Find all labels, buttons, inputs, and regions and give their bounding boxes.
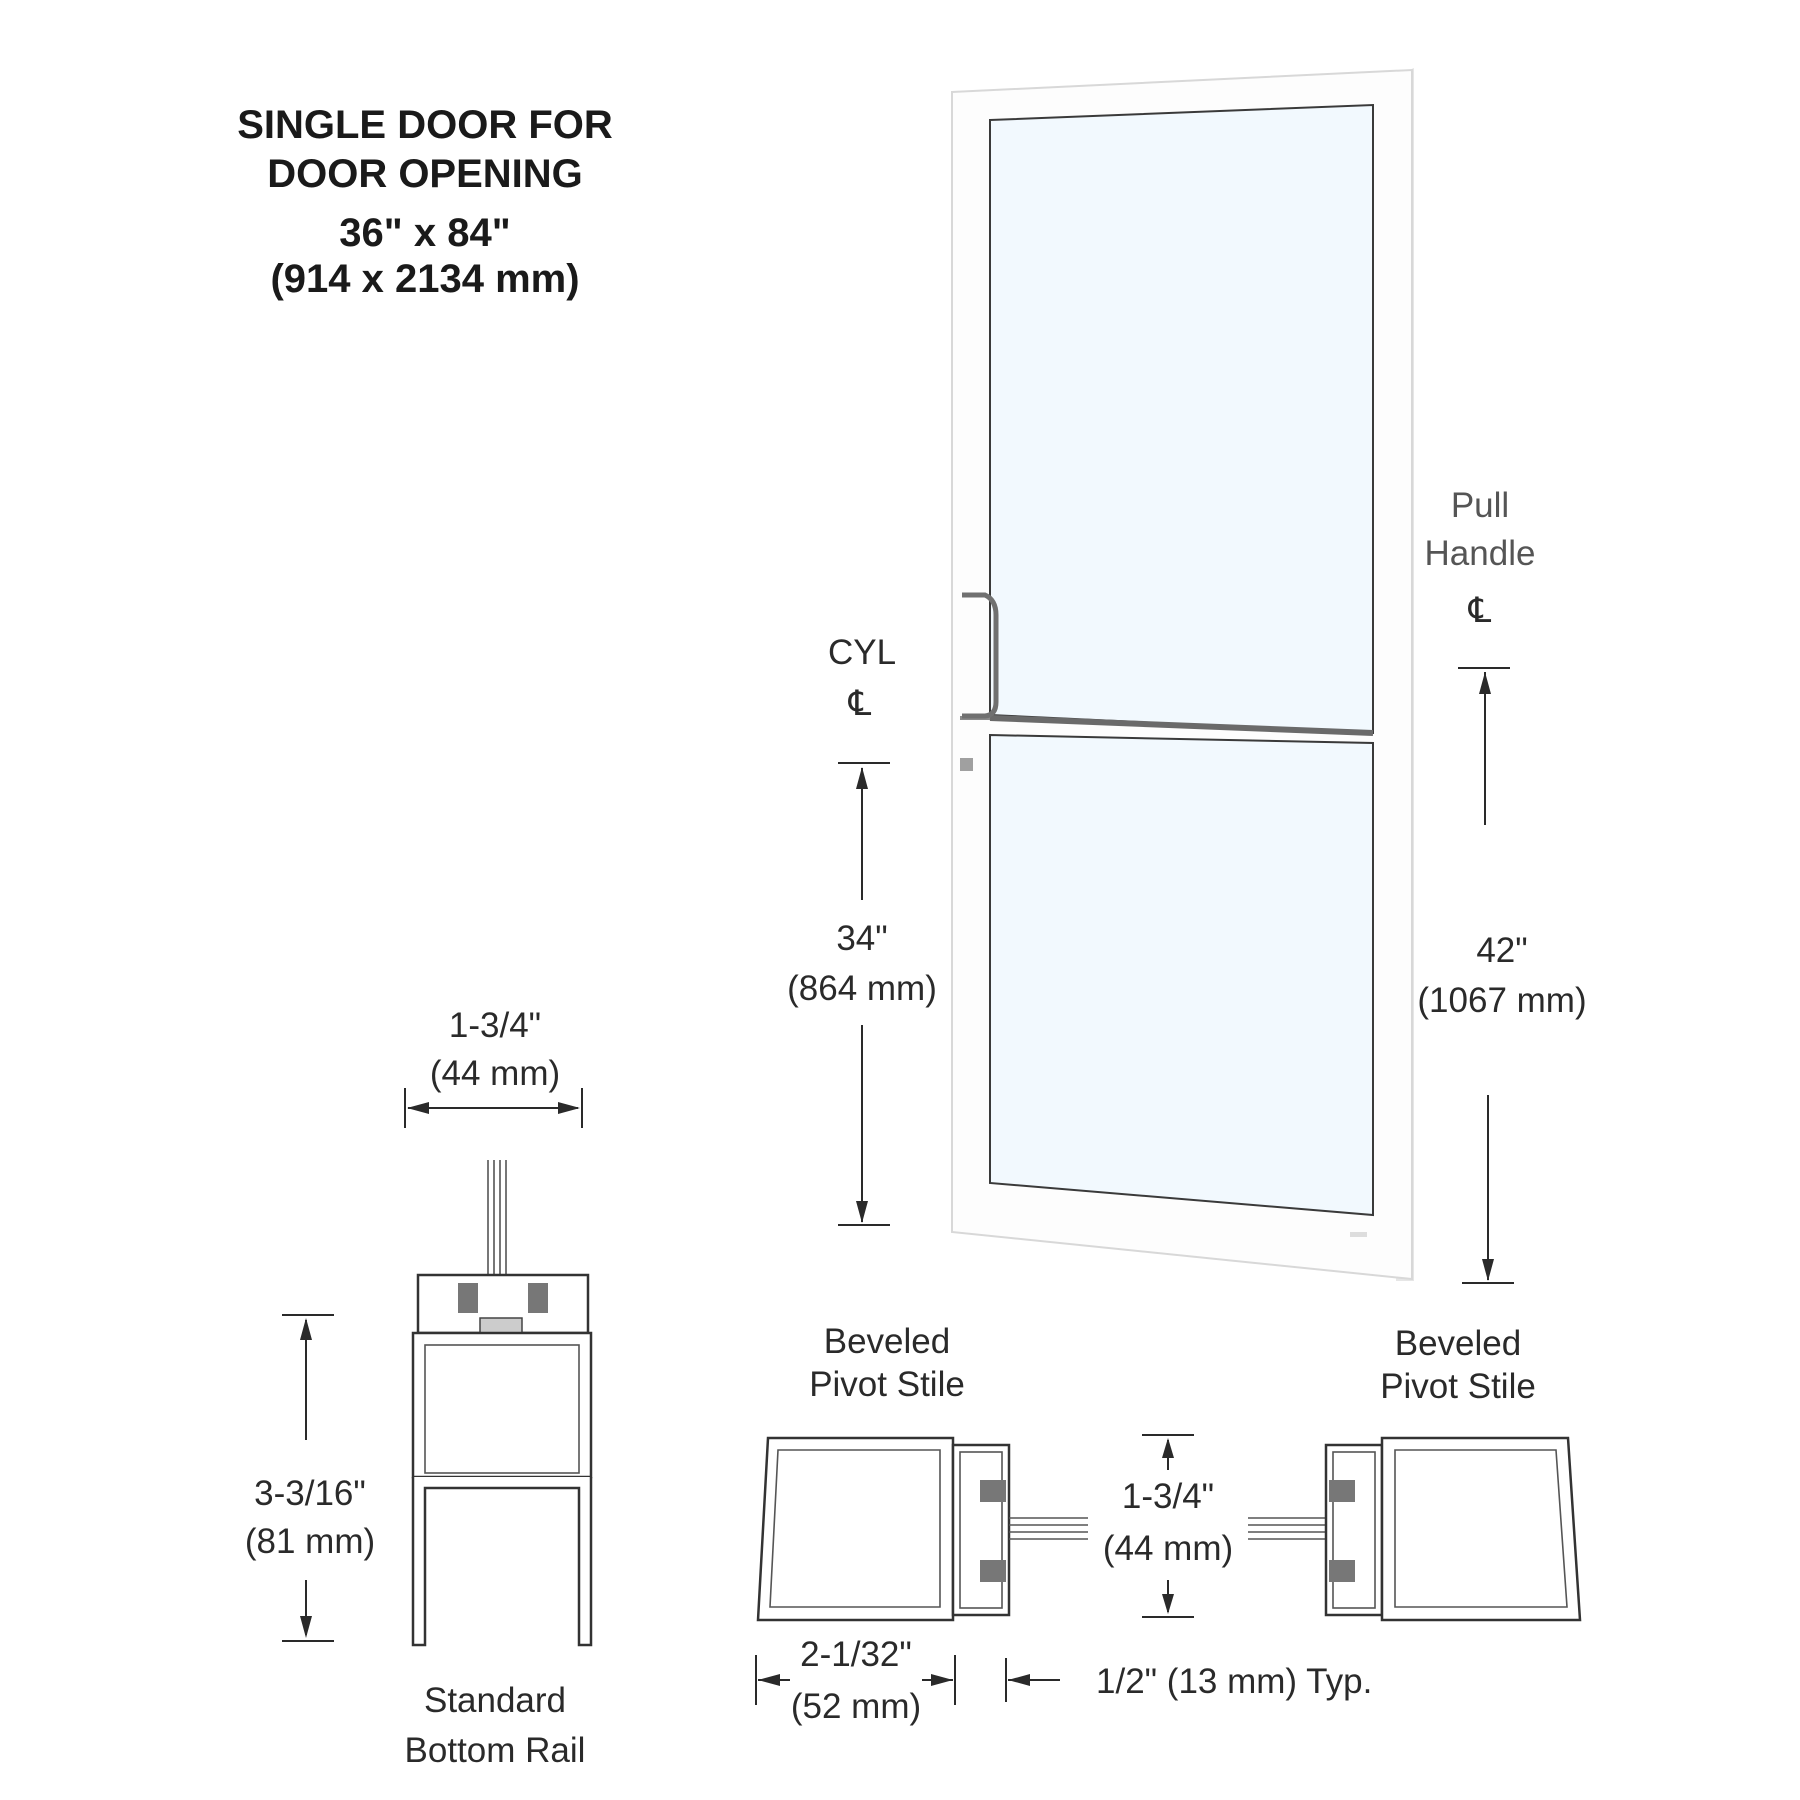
left-stile-label-2: Pivot Stile [809, 1365, 965, 1404]
right-stile-body [1382, 1438, 1580, 1620]
right-stile-label-1: Beveled [1394, 1324, 1522, 1363]
stile-width-mm: (52 mm) [790, 1687, 922, 1726]
left-stile-body [758, 1438, 953, 1620]
left-stile-label-1: Beveled [823, 1322, 951, 1361]
cyl-label: CYL [827, 633, 897, 672]
cylinder-height-dimension [787, 763, 937, 1225]
rail-height-inches: 3-3/16" [254, 1474, 366, 1513]
pull-handle-label-2: Handle [1424, 534, 1536, 573]
cyl-dim-mm: (864 mm) [787, 969, 937, 1008]
rail-caption-2: Bottom Rail [404, 1731, 586, 1770]
cylinder-centerline [828, 633, 896, 723]
stile-width-dimension [756, 1635, 955, 1726]
title-line-2: DOOR OPENING [267, 152, 583, 196]
door-size-inches: 36" x 84" [339, 211, 511, 255]
centerline-symbol-cyl: ℄ [848, 684, 872, 723]
handle-dim-mm: (1067 mm) [1417, 981, 1587, 1020]
stile-width-inches: 2-1/32" [800, 1635, 912, 1674]
cyl-dim-inches: 34" [836, 919, 888, 958]
right-stile-glazing-pocket [1326, 1445, 1382, 1615]
bottom-rail-detail [245, 1006, 591, 1770]
pull-handle-label-1: Pull [1450, 486, 1510, 525]
rail-width-mm: (44 mm) [429, 1054, 561, 1093]
rail-width-inches: 1-3/4" [448, 1006, 542, 1045]
door-size-mm: (914 x 2134 mm) [270, 257, 580, 301]
handle-height-dimension [1417, 668, 1586, 1283]
stile-depth-mm: (44 mm) [1102, 1529, 1234, 1568]
stile-depth-inches: 1-3/4" [1121, 1477, 1215, 1516]
rail-legs [413, 1477, 591, 1645]
rail-caption-1: Standard [423, 1681, 567, 1720]
glazing-note: 1/2" (13 mm) Typ. [1096, 1662, 1373, 1701]
rail-body [413, 1333, 591, 1477]
left-stile-glazing-pocket [953, 1445, 1009, 1615]
stile-depth-dimension [1103, 1435, 1233, 1617]
rail-height-mm: (81 mm) [244, 1522, 376, 1561]
handle-dim-inches: 42" [1476, 931, 1528, 970]
left-stile-detail [758, 1322, 1088, 1620]
title-block [237, 103, 613, 301]
lock-cylinder [960, 758, 973, 771]
door-elevation [952, 68, 1414, 1281]
lower-glass-panel [990, 735, 1373, 1215]
title-line-1: SINGLE DOOR FOR [237, 103, 613, 147]
pull-handle-centerline [1425, 486, 1536, 630]
right-stile-detail [1248, 1324, 1580, 1620]
centerline-symbol-handle: ℄ [1468, 591, 1492, 630]
glazing-typical-note [1006, 1658, 1372, 1702]
right-stile-label-2: Pivot Stile [1380, 1367, 1536, 1406]
upper-glass-panel [990, 105, 1373, 733]
